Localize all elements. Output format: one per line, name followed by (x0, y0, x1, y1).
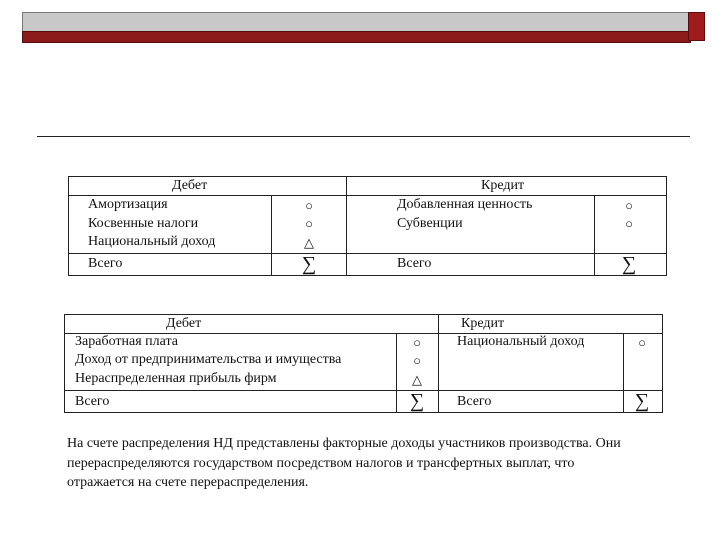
debit-symbol-divider (396, 333, 397, 412)
total-divider (64, 390, 663, 391)
debit-item: Заработная плата (75, 334, 178, 349)
circle-icon: ○ (413, 353, 421, 368)
credit-total-label: Всего (457, 394, 492, 409)
debit-total-label: Всего (88, 256, 123, 271)
credit-item: Национальный доход (457, 334, 585, 349)
sigma-icon: ∑ (409, 390, 425, 412)
credit-symbol-divider (623, 333, 624, 412)
triangle-icon: △ (304, 235, 314, 250)
sigma-icon: ∑ (621, 253, 637, 275)
circle-icon: ○ (305, 216, 313, 231)
credit-item: Добавленная ценность (397, 197, 533, 212)
header-bar-gray (22, 12, 689, 32)
explanation-paragraph: На счете распределения НД представлены факторные доходы участников производства. Они перераспределяются государством посредством налогов и трансфертных выплат, что отражается на счете перераспределения. (67, 436, 621, 490)
debit-header: Дебет (172, 178, 208, 193)
sigma-icon: ∑ (301, 253, 317, 275)
debit-total-label: Всего (75, 394, 110, 409)
debit-item: Косвенные налоги (88, 216, 199, 231)
total-divider (68, 253, 667, 254)
debit-item: Амортизация (88, 197, 168, 212)
circle-icon: ○ (413, 335, 421, 350)
debit-header: Дебет (166, 316, 202, 331)
credit-total-label: Всего (397, 256, 432, 271)
circle-icon: ○ (625, 216, 633, 231)
debit-item: Доход от предпринимательства и имущества (75, 352, 342, 367)
debit-item: Нераспределенная прибыль фирм (75, 371, 277, 386)
header-bar-red (22, 31, 691, 43)
center-divider (438, 314, 439, 412)
header-square (688, 12, 705, 41)
debit-item: Национальный доход (88, 234, 216, 249)
credit-symbol-divider (594, 195, 595, 275)
sigma-icon: ∑ (634, 390, 650, 412)
center-divider (346, 176, 347, 275)
circle-icon: ○ (625, 198, 633, 213)
debit-symbol-divider (271, 195, 272, 275)
circle-icon: ○ (305, 198, 313, 213)
credit-item: Субвенции (397, 216, 463, 231)
credit-header: Кредит (461, 316, 505, 331)
title-divider (37, 136, 690, 137)
credit-header: Кредит (481, 178, 525, 193)
circle-icon: ○ (638, 335, 646, 350)
triangle-icon: △ (412, 372, 422, 387)
